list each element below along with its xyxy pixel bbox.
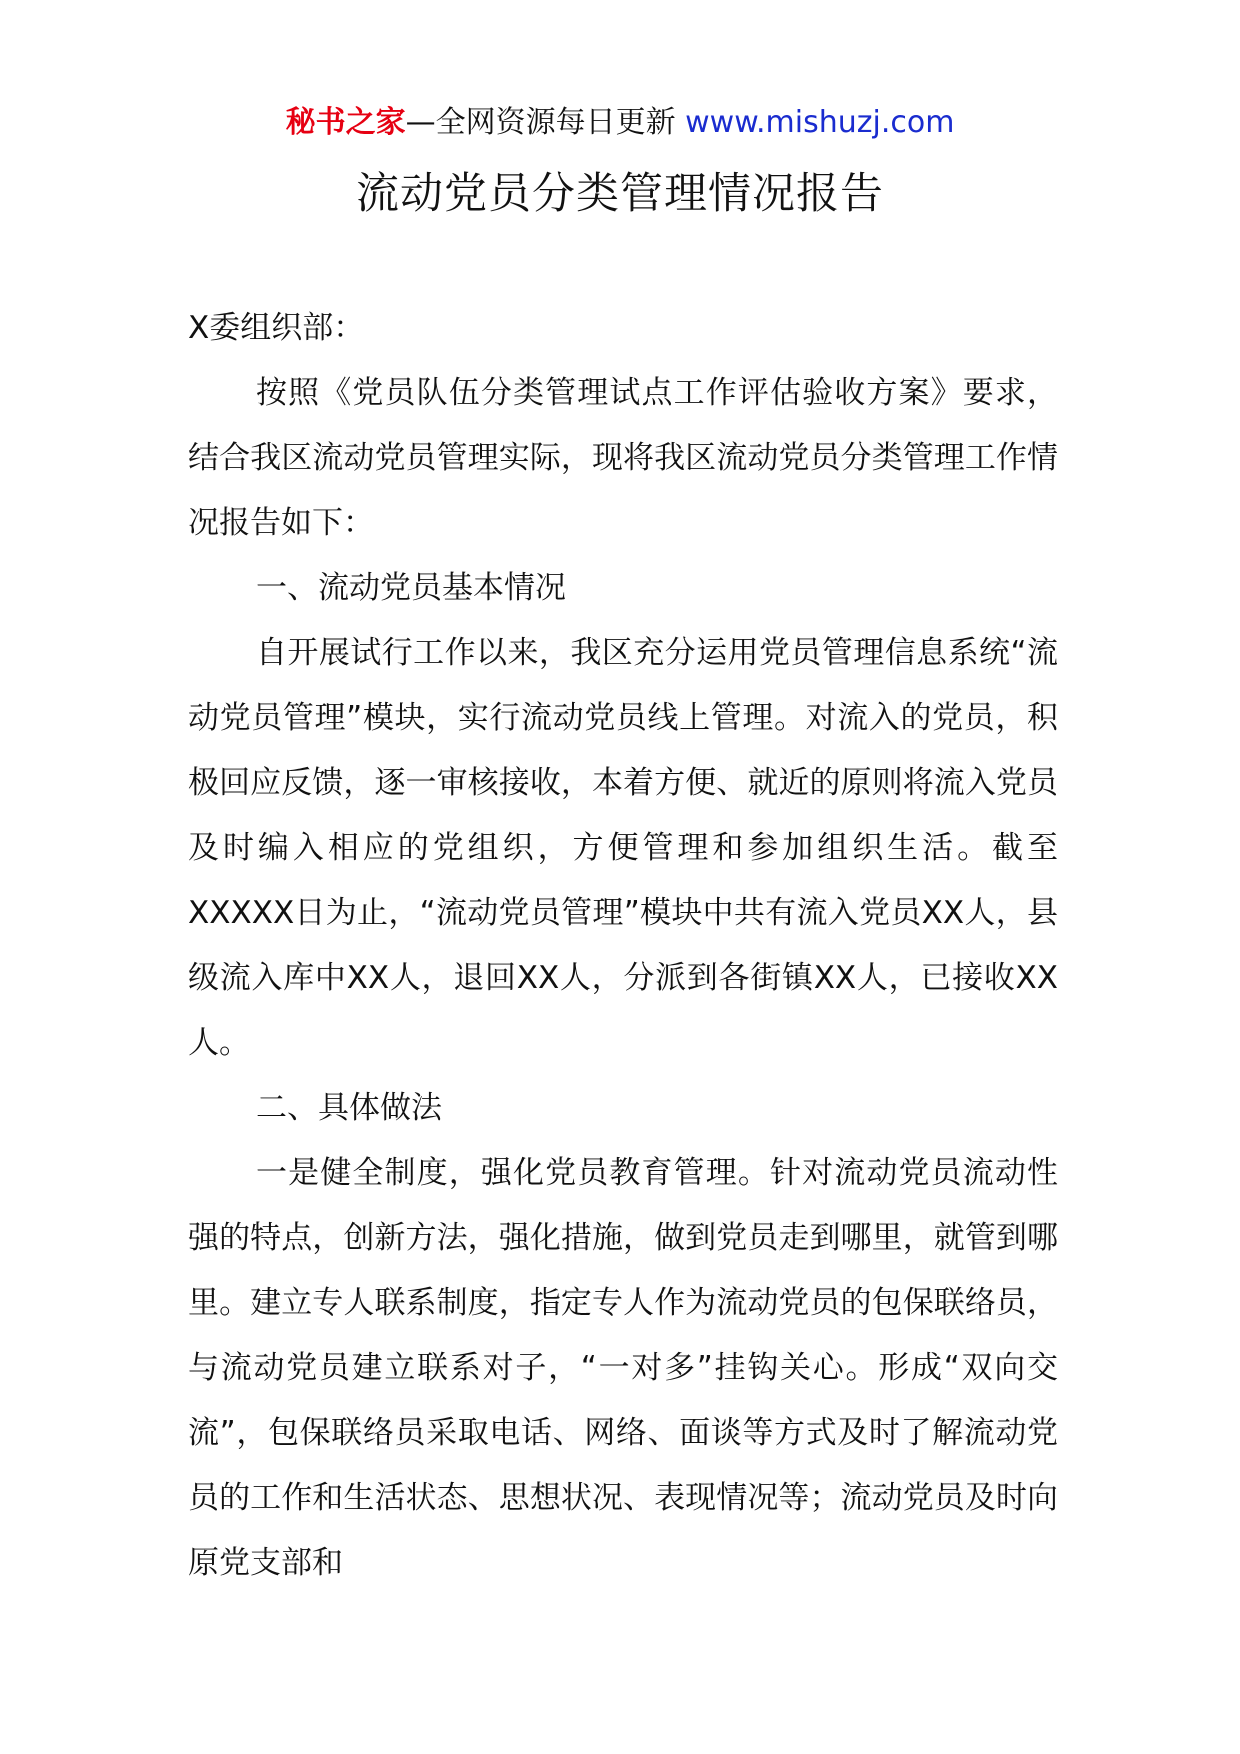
section-2-paragraph: 一是健全制度，强化党员教育管理。针对流动党员流动性强的特点，创新方法，强化措施，做到党员走到哪里，就管到哪里。建立专人联系制度，指定专人作为流动党员的包保联络员，与流动党员建立联系对子，“一对多”挂钩关心。形成“双向交流”，包保联络员采取电话、网络、面谈等方式及时了解流动党员的工作和生活状态、思想状况、表现情况等；流动党员及时向原党支部和	[188, 1155, 1058, 1581]
document-title: 流动党员分类管理情况报告	[356, 169, 884, 219]
section-1-paragraph: 自开展试行工作以来，我区充分运用党员管理信息系统“流动党员管理”模块，实行流动党员线上管理。对流入的党员，积极回应反馈，逐一审核接收，本着方便、就近的原则将流入党员及时编入相应的党组织，方便管理和参加组织生活。截至XXXXX日为止，“流动党员管理”模块中共有流入党员XX人，县级流入库中XX人，退回XX人，分派到各街镇XX人，已接收XX人。	[188, 635, 1058, 1061]
header-brand: 秘书之家	[285, 105, 406, 140]
header-url-link[interactable]: www.mishuzj.com	[685, 105, 955, 140]
section-2-heading: 二、具体做法	[256, 1090, 442, 1126]
header-slogan: —全网资源每日更新	[405, 105, 676, 140]
section-1-heading: 一、流动党员基本情况	[256, 570, 566, 606]
site-header	[0, 100, 1240, 146]
salutation: X委组织部：	[188, 310, 365, 346]
intro-paragraph: 按照《党员队伍分类管理试点工作评估验收方案》要求，结合我区流动党员管理实际，现将我区流动党员分类管理工作情况报告如下：	[188, 375, 1058, 541]
document-body	[188, 296, 1058, 1596]
